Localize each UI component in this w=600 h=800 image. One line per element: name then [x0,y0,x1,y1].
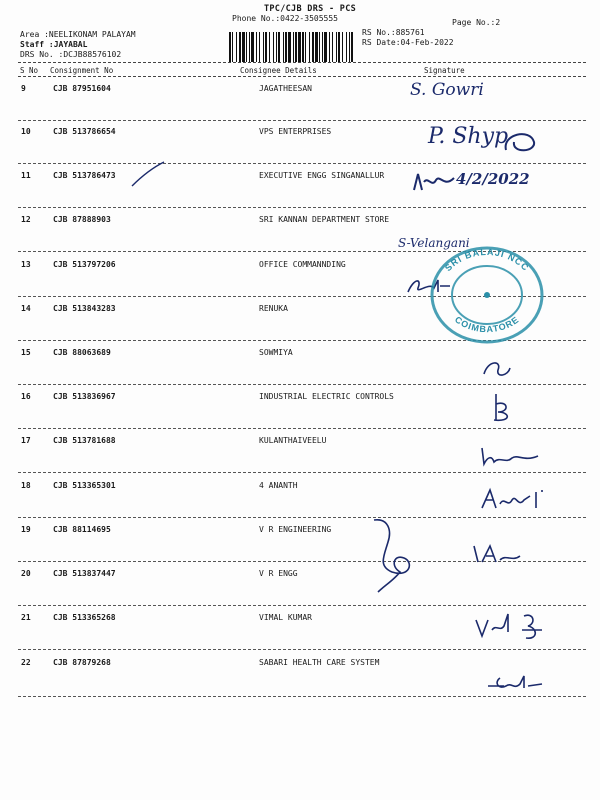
staff-label: Staff :JAYABAL [20,40,88,49]
row-consignment: CJB 513365301 [53,481,116,490]
row-divider [18,120,586,121]
row-divider [18,605,586,606]
row-sno: 18 [21,481,31,490]
row-consignee: SABARI HEALTH CARE SYSTEM [259,658,380,667]
signature-17-scrawl [478,444,542,470]
row-consignment: CJB 87888903 [53,215,111,224]
row-divider [18,163,586,164]
sheet-title: TPC/CJB DRS - PCS [263,4,357,14]
row-sno: 11 [21,171,31,180]
row-consignment: CJB 513786473 [53,171,116,180]
row-sno: 12 [21,215,31,224]
phone-number: Phone No.:0422-3505555 [232,14,338,23]
row-sno: 16 [21,392,31,401]
area-label: Area :NEELIKONAM PALAYAM [20,30,136,39]
signature-16-scrawl [486,390,518,426]
table-row [0,569,600,613]
row-consignee: OFFICE COMMANNDING [259,260,346,269]
row-divider [18,472,586,473]
row-sno: 9 [21,84,26,93]
row-divider [18,649,586,650]
signature-15-scrawl [480,356,514,382]
row-sno: 15 [21,348,31,357]
row-consignment: CJB 513786654 [53,127,116,136]
signature-11-scrawl [410,168,458,198]
row-consignment: CJB 513365268 [53,613,116,622]
signature-11-date: 4/2/2022 [456,170,530,188]
row-sno: 22 [21,658,31,667]
page-number: Page No.:2 [452,18,501,27]
row-consignment: CJB 87879268 [53,658,111,667]
row-sno: 13 [21,260,31,269]
barcode-image [228,32,354,62]
row-sno: 20 [21,569,31,578]
signature-18-scrawl [478,486,548,516]
row-consignee: VIMAL KUMAR [259,613,312,622]
header-divider [18,62,586,63]
signature-22-scrawl [484,672,546,694]
row-consignee: SRI KANNAN DEPARTMENT STORE [259,215,390,224]
table-row [0,84,600,128]
row-consignment: CJB 88114695 [53,525,111,534]
row-divider [18,384,586,385]
row-consignment: CJB 513781688 [53,436,116,445]
row-sno: 21 [21,613,31,622]
stamp-top-text: SRI BALAJI NCC [442,246,532,274]
row-consignment: CJB 513837447 [53,569,116,578]
signature-20-scrawl [470,542,524,568]
row-consignment: CJB 513843283 [53,304,116,313]
drs-number: DRS No. :DCJB88576102 [20,50,122,59]
row-sno: 14 [21,304,31,313]
signature-21-scrawl [472,610,558,646]
col-header-consignment: Consignment No [50,66,114,75]
tick-mark [128,160,168,192]
row-consignment: CJB 513797206 [53,260,116,269]
col-header-consignee: Consignee Details [240,66,317,75]
row-sno: 10 [21,127,31,136]
signature-10-flourish [500,124,540,160]
column-header-divider [18,76,586,77]
rs-number: RS No.:885761 [362,28,425,37]
row-divider [18,207,586,208]
row-consignee: RENUKA [259,304,288,313]
row-sno: 17 [21,436,31,445]
row-consignee: INDUSTRIAL ELECTRIC CONTROLS [259,392,394,401]
row-sno: 19 [21,525,31,534]
row-consignee: V R ENGINEERING [259,525,332,534]
signature-9: S. Gowri [410,80,484,100]
signature-10: P. Shyp [428,124,509,149]
row-divider [18,696,586,697]
row-consignment: CJB 87951604 [53,84,111,93]
signature-19-loop [368,516,418,596]
row-consignee: VPS ENTERPRISES [259,127,332,136]
row-consignee: EXECUTIVE ENGG SINGANALLUR [259,171,385,180]
row-divider [18,428,586,429]
stamp-bottom-text: COIMBATORE [452,314,522,335]
row-consignee: KULANTHAIVEELU [259,436,327,445]
col-header-sno: S No [20,66,39,75]
row-consignee: SOWMIYA [259,348,293,357]
row-consignee: 4 ANANTH [259,481,298,490]
row-divider [18,517,586,518]
row-consignee: V R ENGG [259,569,298,578]
company-stamp [428,244,546,346]
row-consignee: JAGATHEESAN [259,84,312,93]
col-header-signature: Signature [424,66,465,75]
rs-date: RS Date:04-Feb-2022 [362,38,454,47]
row-consignment: CJB 513836967 [53,392,116,401]
signature-12: S-Velangani [398,236,470,250]
row-consignment: CJB 88063689 [53,348,111,357]
